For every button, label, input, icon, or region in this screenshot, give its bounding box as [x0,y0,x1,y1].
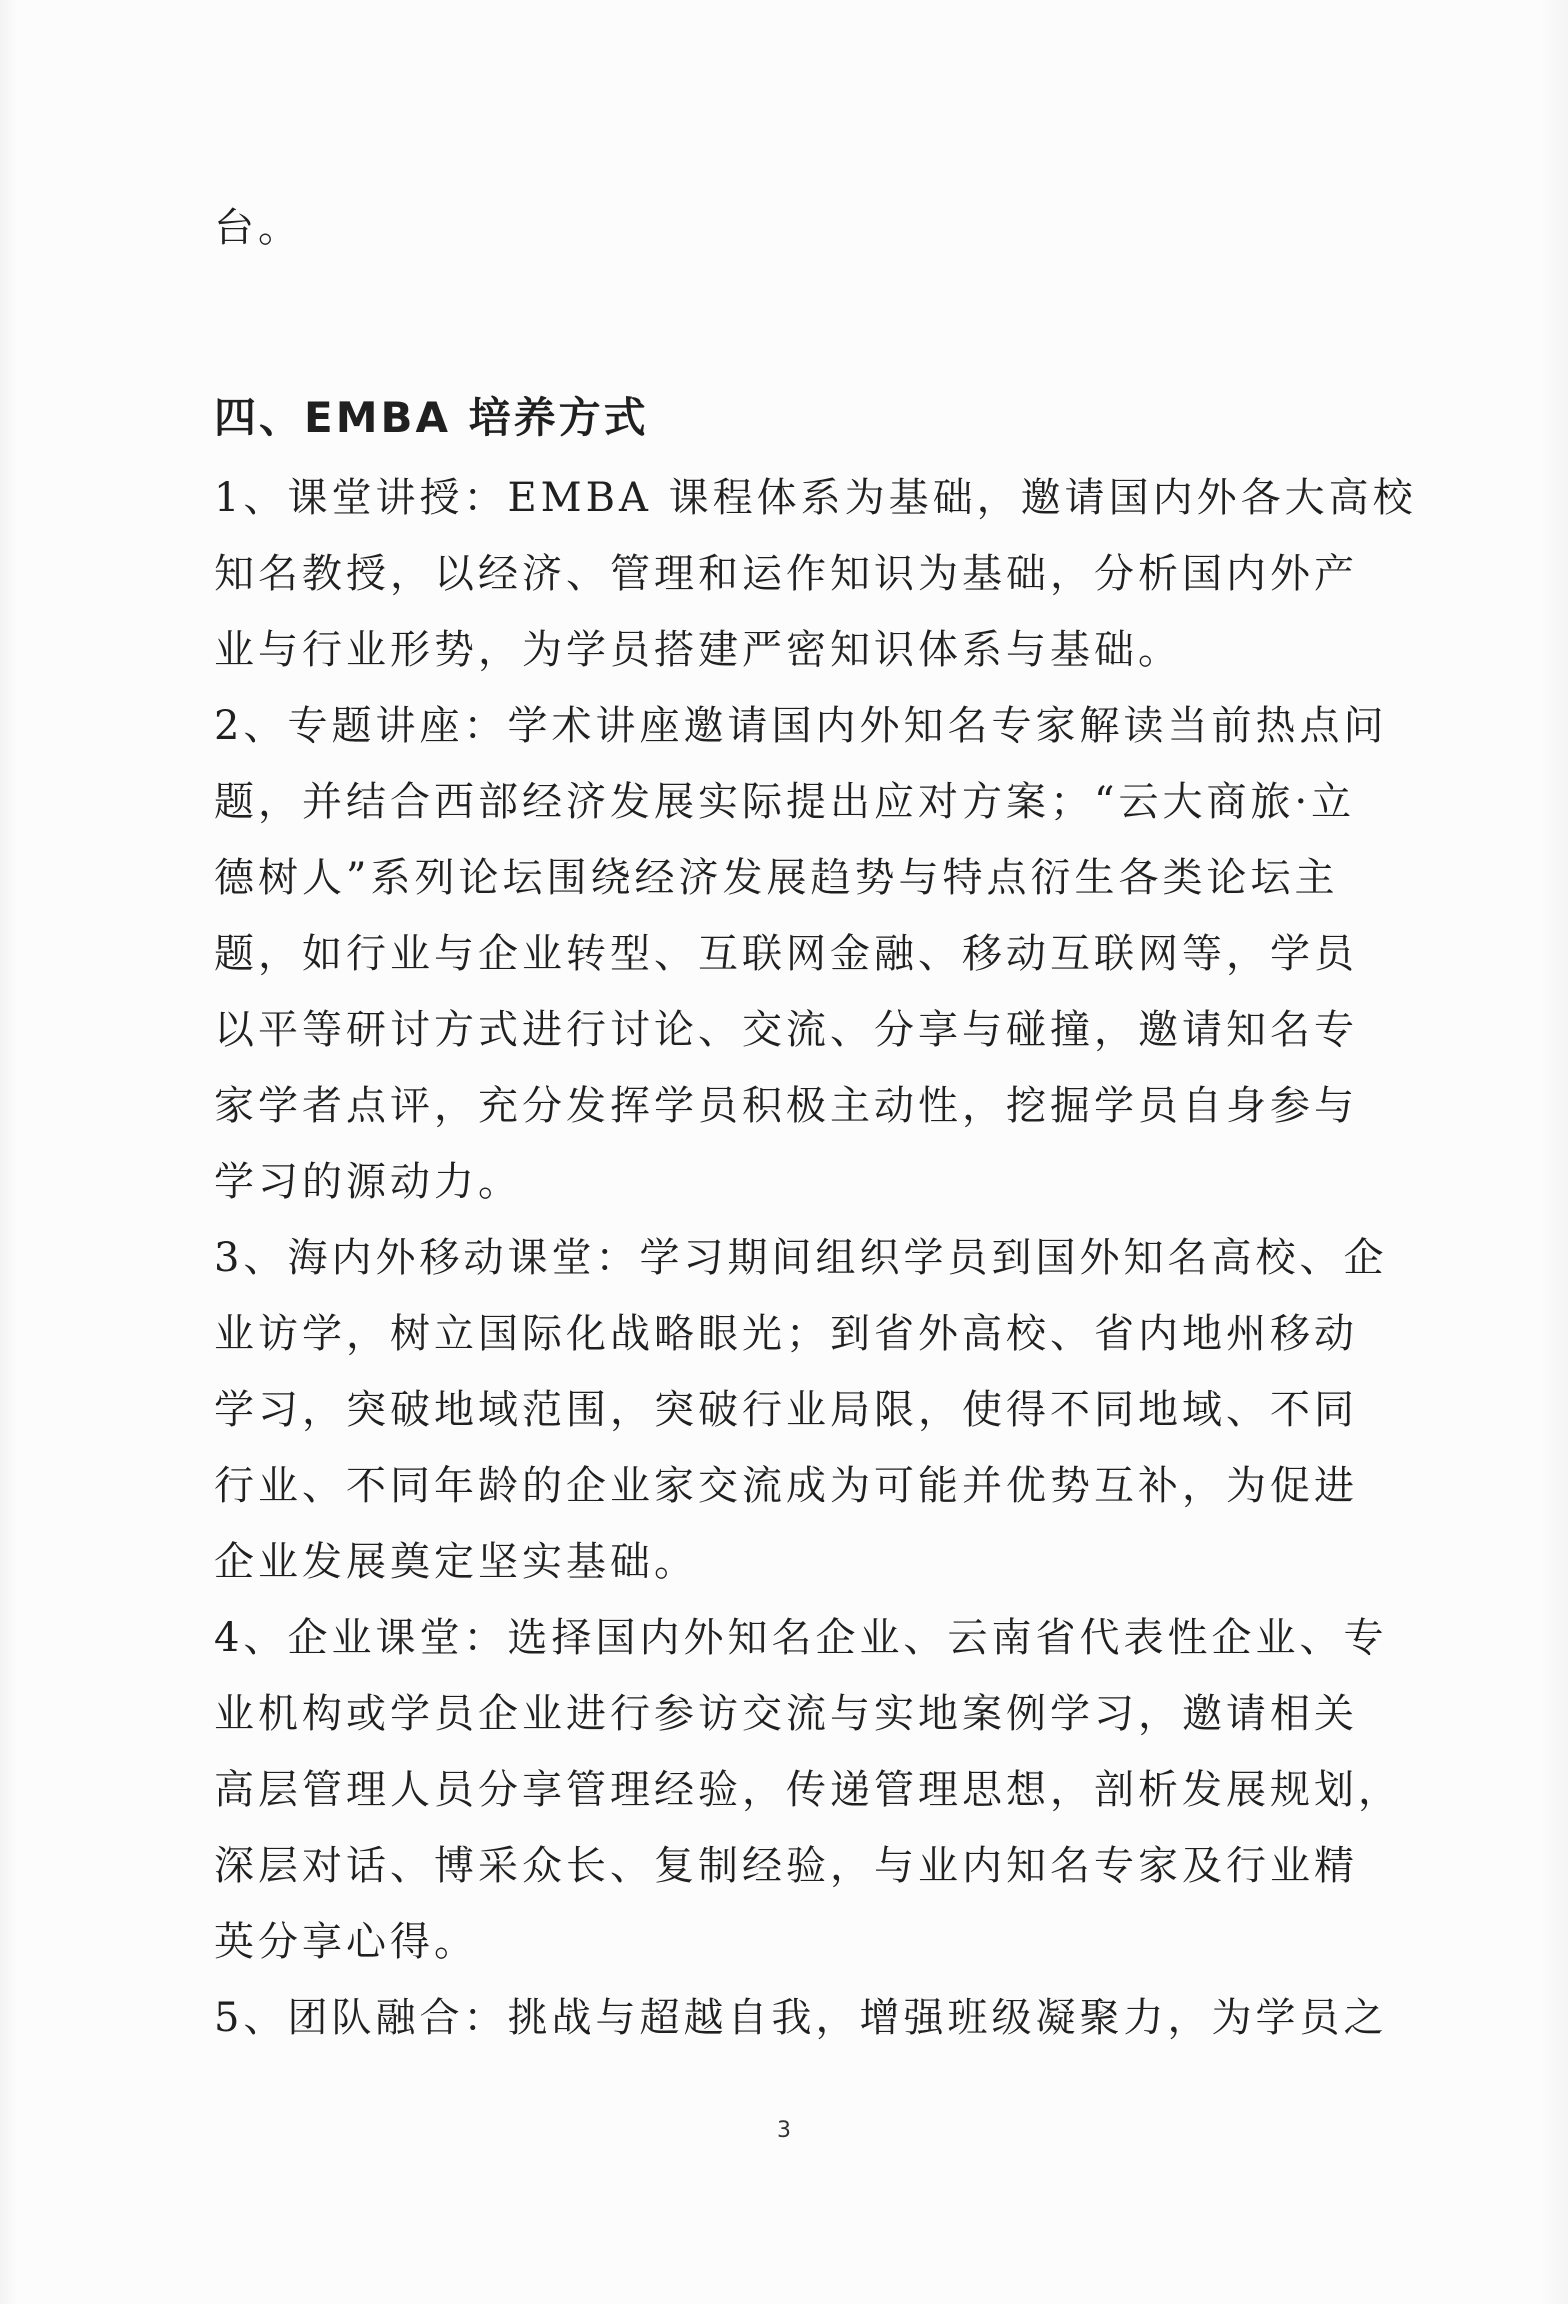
paragraph-line: 英分享心得。 [214,1919,478,1965]
paragraph-line: 家学者点评，充分发挥学员积极主动性，挖掘学员自身参与 [214,1083,1358,1129]
continuation-line: 台。 [214,205,302,251]
paragraph-line: 深层对话、博采众长、复制经验，与业内知名专家及行业精 [214,1843,1358,1889]
paragraph-line: 业访学，树立国际化战略眼光；到省外高校、省内地州移动 [214,1311,1358,1357]
paragraph-line: 以平等研讨方式进行讨论、交流、分享与碰撞，邀请知名专 [214,1007,1358,1053]
paragraph-team-integration [214,1980,1388,2056]
paragraph-line: 学习的源动力。 [214,1159,522,1205]
paragraph-line: 4、企业课堂：选择国内外知名企业、云南省代表性企业、专 [214,1615,1388,1661]
paragraph-line: 知名教授，以经济、管理和运作知识为基础，分析国内外产 [214,551,1358,597]
paragraph-line: 5、团队融合：挑战与超越自我，增强班级凝聚力，为学员之 [214,1995,1388,2041]
paragraph-enterprise-classroom [214,1600,1402,1980]
paragraph-special-lectures [214,688,1388,1220]
paragraph-line: 题，如行业与企业转型、互联网金融、移动互联网等，学员 [214,931,1358,977]
document-content [214,190,1417,2056]
paragraph-line: 学习，突破地域范围，突破行业局限，使得不同地域、不同 [214,1387,1358,1433]
page-number: 3 [777,2118,791,2143]
paragraph-classroom-teaching [214,460,1417,688]
paragraph-line: 3、海内外移动课堂：学习期间组织学员到国外知名高校、企 [214,1235,1388,1281]
paragraph-line: 业与行业形势，为学员搭建严密知识体系与基础。 [214,627,1182,673]
paragraph-line: 题，并结合西部经济发展实际提出应对方案；“云大商旅·立 [214,779,1356,825]
paragraph-line: 行业、不同年龄的企业家交流成为可能并优势互补，为促进 [214,1463,1358,1509]
paragraph-mobile-classroom [214,1220,1388,1600]
paragraph-line: 2、专题讲座：学术讲座邀请国内外知名专家解读当前热点问 [214,703,1388,749]
paragraph-line: 德树人”系列论坛围绕经济发展趋势与特点衍生各类论坛主 [214,855,1339,901]
section-heading: 四、EMBA 培养方式 [214,393,649,442]
paragraph-line: 企业发展奠定坚实基础。 [214,1539,698,1585]
paragraph-line: 高层管理人员分享管理经验，传递管理思想，剖析发展规划， [214,1767,1402,1813]
paragraph-line: 业机构或学员企业进行参访交流与实地案例学习，邀请相关 [214,1691,1358,1737]
paragraph-line: 1、课堂讲授：EMBA 课程体系为基础，邀请国内外各大高校 [214,475,1417,521]
